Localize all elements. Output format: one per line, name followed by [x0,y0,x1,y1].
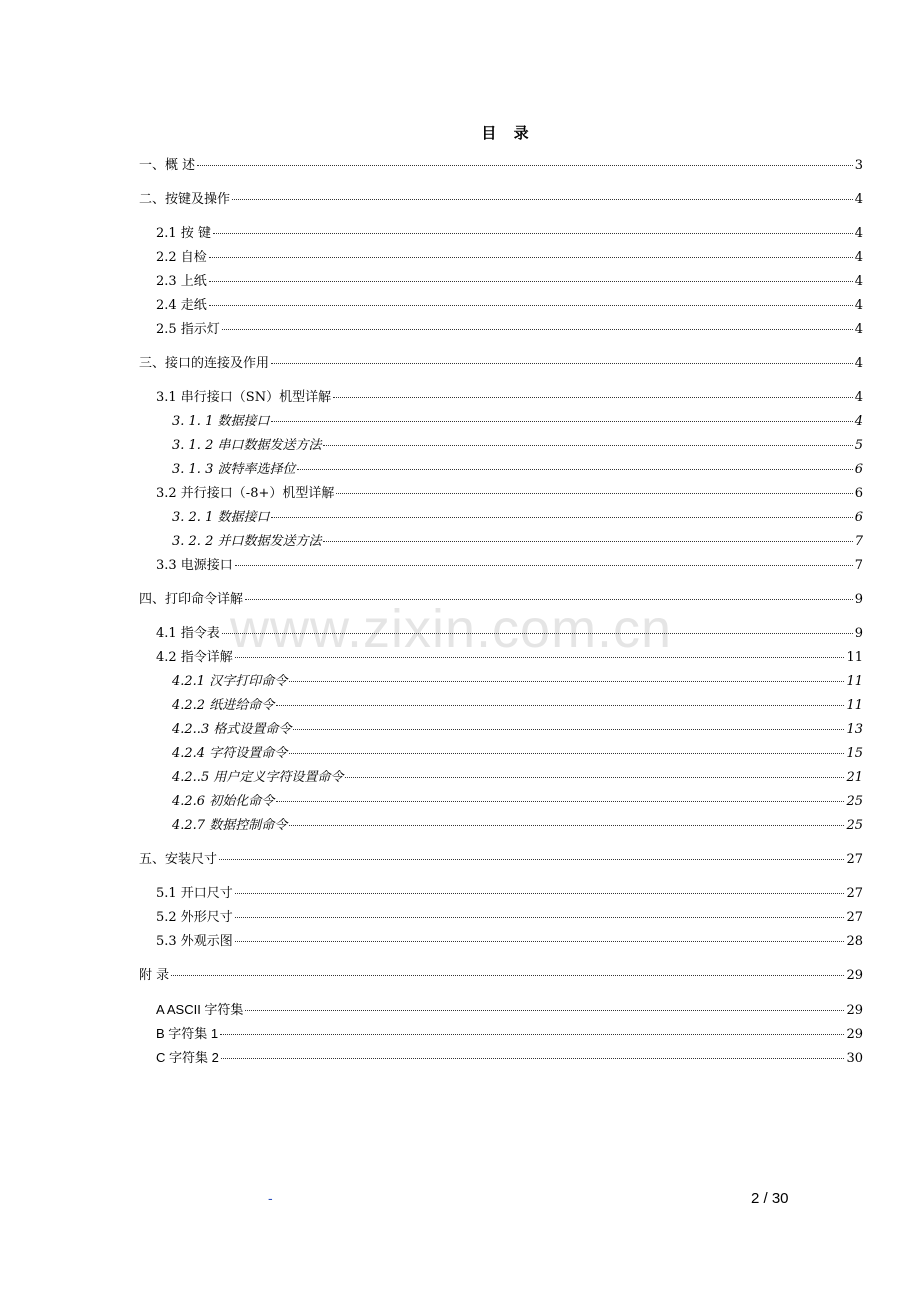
toc-entry-page: 7 [854,534,863,549]
table-of-contents [139,154,863,1070]
toc-entry-page: 4 [854,250,863,265]
toc-dot-leader [220,1034,844,1035]
toc-entry[interactable] [139,530,863,554]
toc-dot-leader [235,893,845,894]
toc-entry-label: 一、概 述 [139,158,196,173]
toc-entry[interactable] [139,410,863,434]
toc-dot-leader [276,705,844,706]
toc-entry-label: C 字符集 2 [156,1050,219,1065]
toc-entry-label: 2.3 上纸 [156,274,207,289]
toc-entry-page: 9 [854,592,863,607]
toc-entry[interactable] [139,882,863,906]
toc-entry-label: 3. 1. 2 串口数据发送方法 [172,438,322,453]
toc-entry-label: 5.3 外观示图 [156,934,233,949]
toc-entry-label: 2.2 自检 [156,250,207,265]
toc-entry-label: 4.1 指令表 [156,626,220,641]
toc-entry-page: 30 [846,1051,863,1066]
toc-entry-page: 28 [846,934,863,949]
toc-entry-page: 4 [854,390,863,405]
toc-entry-page: 27 [846,852,863,867]
toc-dot-leader [289,681,844,682]
toc-dot-leader [245,599,853,600]
toc-entry-page: 11 [846,698,863,713]
toc-entry[interactable] [139,1046,863,1070]
toc-entry[interactable] [139,622,863,646]
toc-dot-leader [345,777,844,778]
toc-entry-page: 25 [846,818,863,833]
toc-entry-label: 5.1 开口尺寸 [156,886,233,901]
toc-dot-leader [235,917,845,918]
toc-dot-leader [209,305,853,306]
toc-entry-label: 5.2 外形尺寸 [156,910,233,925]
toc-dot-leader [222,329,853,330]
toc-entry[interactable] [139,352,863,376]
toc-entry[interactable] [139,458,863,482]
toc-dot-leader [235,657,845,658]
toc-entry-page: 27 [846,910,863,925]
toc-entry[interactable] [139,294,863,318]
toc-entry-label: 3. 2. 1 数据接口 [172,510,270,525]
toc-entry-page: 4 [854,414,863,429]
toc-entry-label: 2.5 指示灯 [156,322,220,337]
toc-entry[interactable] [139,246,863,270]
toc-entry[interactable] [139,694,863,718]
toc-entry-label: 4.2.6 初始化命令 [172,794,275,809]
toc-dot-leader [336,493,852,494]
toc-entry[interactable] [139,964,863,988]
toc-entry[interactable] [139,906,863,930]
toc-entry-page: 5 [854,438,863,453]
toc-entry[interactable] [139,506,863,530]
toc-entry-page: 29 [846,1027,863,1042]
toc-dot-leader [271,363,853,364]
toc-entry[interactable] [139,670,863,694]
toc-entry-page: 13 [846,722,863,737]
toc-dot-leader [209,281,853,282]
toc-entry-label: 二、按键及操作 [139,192,231,207]
toc-dot-leader [232,199,853,200]
footer-link[interactable]: - [268,1190,273,1206]
toc-entry-page: 4 [854,356,863,371]
toc-entry[interactable] [139,318,863,342]
toc-entry-label: 3.1 串行接口（SN）机型详解 [156,390,332,405]
toc-dot-leader [276,801,844,802]
toc-entry[interactable] [139,154,863,178]
toc-entry-label: 3. 1. 3 波特率选择位 [172,462,296,477]
toc-entry-label: 4.2..5 用户定义字符设置命令 [172,770,344,785]
toc-dot-leader [235,941,845,942]
toc-entry-label: 附 录 [139,968,170,983]
toc-dot-leader [323,445,852,446]
toc-entry-label: 4.2..3 格式设置命令 [172,722,292,737]
toc-entry-label: 3.2 并行接口（-8+）机型详解 [156,486,335,501]
toc-entry-page: 7 [854,558,863,573]
toc-entry-page: 4 [854,274,863,289]
toc-entry-label: 三、接口的连接及作用 [139,356,270,371]
toc-dot-leader [271,421,852,422]
toc-dot-leader [171,975,844,976]
toc-entry-page: 4 [854,322,863,337]
page-number: 2 / 30 [751,1190,789,1207]
toc-dot-leader [213,233,853,234]
toc-entry-label: 4.2.1 汉字打印命令 [172,674,288,689]
toc-entry-page: 6 [854,462,863,477]
toc-entry-label: 五、安装尺寸 [139,852,218,867]
toc-entry-page: 27 [846,886,863,901]
toc-entry-label: 2.4 走纸 [156,298,207,313]
toc-entry-page: 11 [846,674,863,689]
toc-entry-page: 9 [854,626,863,641]
toc-entry-page: 4 [854,192,863,207]
toc-dot-leader [222,633,853,634]
toc-dot-leader [333,397,853,398]
toc-entry[interactable] [139,482,863,506]
toc-entry[interactable] [139,766,863,790]
toc-entry-page: 6 [854,510,863,525]
toc-entry-page: 11 [846,650,863,665]
toc-entry-page: 6 [854,486,863,501]
toc-entry-label: B 字符集 1 [156,1026,219,1041]
toc-entry[interactable] [139,588,863,612]
toc-entry[interactable] [139,742,863,766]
toc-dot-leader [209,257,853,258]
toc-entry[interactable] [139,646,863,670]
toc-dot-leader [293,729,844,730]
toc-entry[interactable] [139,814,863,838]
toc-entry-page: 25 [846,794,863,809]
toc-entry-label: 四、打印命令详解 [139,592,244,607]
toc-dot-leader [297,469,852,470]
toc-entry[interactable] [139,1022,863,1046]
toc-dot-leader [235,565,853,566]
toc-entry[interactable] [139,930,863,954]
watermark: www.zixin.com.cn [230,599,673,659]
page-title: 目 录 [481,124,535,142]
toc-dot-leader [289,753,844,754]
toc-entry[interactable] [139,554,863,578]
toc-entry-label: 3. 1. 1 数据接口 [172,414,270,429]
toc-dot-leader [289,825,844,826]
toc-entry-page: 3 [854,158,863,173]
toc-entry-page: 4 [854,226,863,241]
toc-entry-label: 2.1 按 键 [156,226,211,241]
toc-entry-page: 29 [846,968,863,983]
toc-entry-label: 4.2.7 数据控制命令 [172,818,288,833]
toc-entry[interactable] [139,434,863,458]
toc-dot-leader [197,165,853,166]
toc-entry-page: 21 [846,770,863,785]
toc-entry-label: 3. 2. 2 并口数据发送方法 [172,534,322,549]
toc-dot-leader [221,1058,845,1059]
toc-entry-label: 4.2.2 纸进给命令 [172,698,275,713]
toc-entry-label: 3.3 电源接口 [156,558,233,573]
toc-dot-leader [271,517,852,518]
toc-dot-leader [245,1010,844,1011]
toc-entry-label: 4.2 指令详解 [156,650,233,665]
toc-entry[interactable] [139,386,863,410]
toc-entry[interactable] [139,998,863,1022]
toc-entry[interactable] [139,222,863,246]
toc-entry-label: A ASCII 字符集 [156,1002,244,1017]
toc-entry[interactable] [139,270,863,294]
toc-entry-page: 15 [846,746,863,761]
toc-entry-page: 29 [846,1003,863,1018]
toc-entry-page: 4 [854,298,863,313]
toc-entry-label: 4.2.4 字符设置命令 [172,746,288,761]
toc-entry[interactable] [139,188,863,212]
toc-entry[interactable] [139,718,863,742]
toc-dot-leader [323,541,852,542]
toc-entry[interactable] [139,848,863,872]
toc-dot-leader [219,859,844,860]
toc-entry[interactable] [139,790,863,814]
